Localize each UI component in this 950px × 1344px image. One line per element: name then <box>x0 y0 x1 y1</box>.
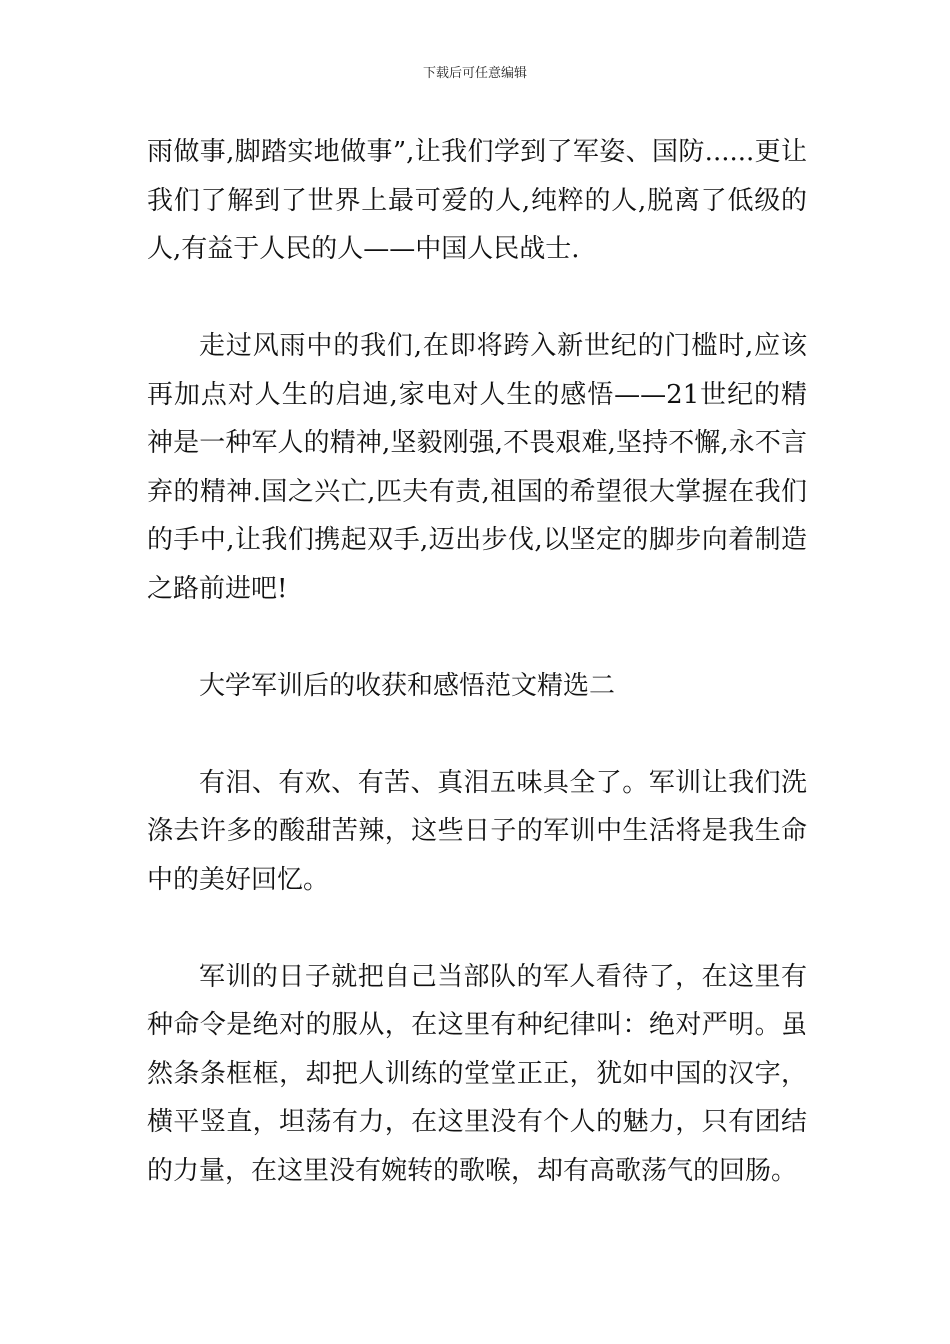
paragraph: 军训的日子就把自己当部队的军人看待了，在这里有种命令是绝对的服从，在这里有种纪律叫：绝对严明。虽然条条框框，却把人训练的堂堂正正，犹如中国的汉字，横平竖直，坦荡有力，在这里没有个人的魅力，只有团结的力量，在这里没有婉转的歌喉，却有高歌荡气的回肠。 <box>147 961 807 1186</box>
paragraph: 有泪、有欢、有苦、真泪五味具全了。军训让我们洗涤去许多的酸甜苦辣，这些日子的军训中生活将是我生命中的美好回忆。 <box>147 767 807 895</box>
page-header-note: 下载后可任意编辑 <box>422 66 527 81</box>
document-body <box>147 128 807 1244</box>
paragraph: 走过风雨中的我们,在即将跨入新世纪的门槛时,应该再加点对人生的启迪,家电对人生的感悟——21世纪的精神是一种军人的精神,坚毅刚强,不畏艰难,坚持不懈,永不言弃的精神.国之兴亡,匹夫有责,祖国的希望很大掌握在我们的手中,让我们携起双手,迈出步伐,以坚定的脚步向着制造之路前进吧! <box>147 331 807 604</box>
section-heading: 大学军训后的收获和感悟范文精选二 <box>199 670 616 701</box>
paragraph-continuation: 雨做事,脚踏实地做事”,让我们学到了军姿、国防......更让我们了解到了世界上最可爱的人,纯粹的人,脱离了低级的人,有益于人民的人——中国人民战士. <box>147 137 807 264</box>
